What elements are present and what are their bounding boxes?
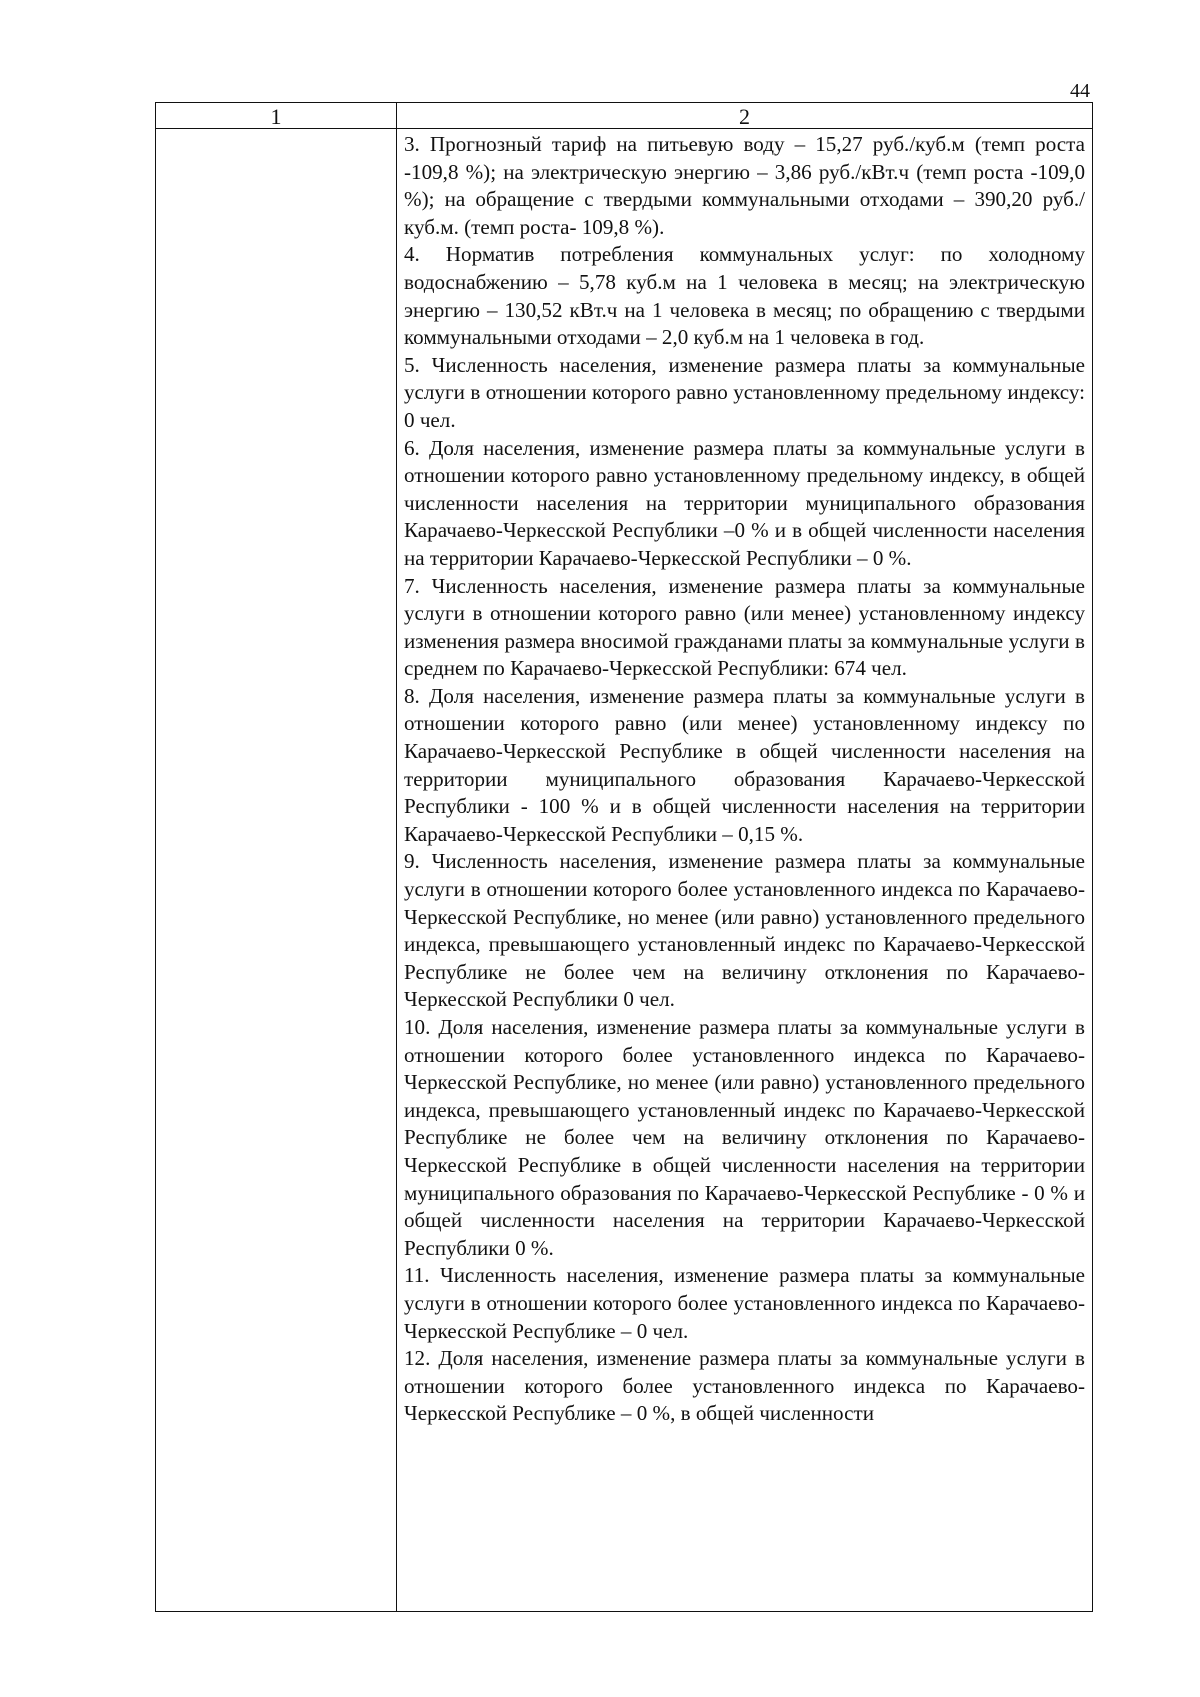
list-item-12: 12. Доля населения, изменение размера платы за коммунальные услуги в отношении которого более установленного индекса по Карачаево-Черкесской Республике – 0 %, в общей численности [404, 1346, 1085, 1426]
column-header-2: 2 [739, 104, 750, 129]
document-table [155, 102, 1093, 1612]
list-item-6: 6. Доля населения, изменение размера платы за коммунальные услуги в отношении которого равно установленному предельному индексу, в общей численности населения на территории муниципального образования Карачаево-Черкесской Республики –0 % и в общей численности населения на территории Карачаево-Черкесской Республики – 0 %. [404, 435, 1085, 570]
table-header-row [156, 103, 1092, 129]
list-item-3: 3. Прогнозный тариф на питьевую воду – 15,27 руб./куб.м (темп роста -109,8 %); на электрическую энергию – 3,86 руб./кВт.ч (темп роста -109,0 %); на обращение с твердыми коммунальными отходами – 390,20 руб./куб.м. (темп роста- 109,8 %). [404, 132, 1085, 239]
list-item-4: 4. Норматив потребления коммунальных услуг: по холодному водоснабжению – 5,78 куб.м на 1 человека в месяц; на электрическую энергию – 130,52 кВт.ч на 1 человека в месяц; по обращению с твердыми коммунальными отходами – 2,0 куб.м на 1 человека в год. [404, 242, 1085, 350]
page-number: 44 [1070, 80, 1090, 102]
list-item-7: 7. Численность населения, изменение размера платы за коммунальные услуги в отношении которого равно (или менее) установленному индексу изменения размера вносимой гражданами платы за коммунальные услуги в среднем по Карачаево-Черкесской Республики: 674 чел. [404, 573, 1085, 681]
table-content-cell [404, 131, 1085, 1428]
list-item-5: 5. Численность населения, изменение размера платы за коммунальные услуги в отношении которого равно установленному предельному индексу: 0 чел. [404, 352, 1085, 432]
column-divider [396, 103, 397, 1611]
list-item-8: 8. Доля населения, изменение размера платы за коммунальные услуги в отношении которого равно (или менее) установленному индексу по Карачаево-Черкесской Республике в общей численности населения на территории муниципального образования Карачаево-Черкесской Республики - 100 % и в общей численности населения на территории Карачаево-Черкесской Республики – 0,15 %. [404, 683, 1085, 846]
column-header-1: 1 [270, 104, 282, 129]
list-item-11: 11. Численность населения, изменение размера платы за коммунальные услуги в отношении которого более установленного индекса по Карачаево-Черкесской Республике – 0 чел. [404, 1263, 1085, 1343]
list-item-9: 9. Численность населения, изменение размера платы за коммунальные услуги в отношении которого более установленного индекса по Карачаево-Черкесской Республике, но менее (или равно) установленного предельного индекса, превышающего установленный индекс по Карачаево-Черкесской Республике не более чем на величину отклонения по Карачаево-Черкесской Республики 0 чел. [404, 849, 1085, 1012]
list-item-10: 10. Доля населения, изменение размера платы за коммунальные услуги в отношении которого более установленного индекса по Карачаево-Черкесской Республике, но менее (или равно) установленного предельного индекса, превышающего установленный индекс по Карачаево-Черкесской Республике не более чем на величину отклонения по Карачаево-Черкесской Республике в общей численности населения на территории муниципального образования по Карачаево-Черкесской Республике - 0 % и общей численности населения на территории Карачаево-Черкесской Республики 0 %. [404, 1015, 1085, 1260]
